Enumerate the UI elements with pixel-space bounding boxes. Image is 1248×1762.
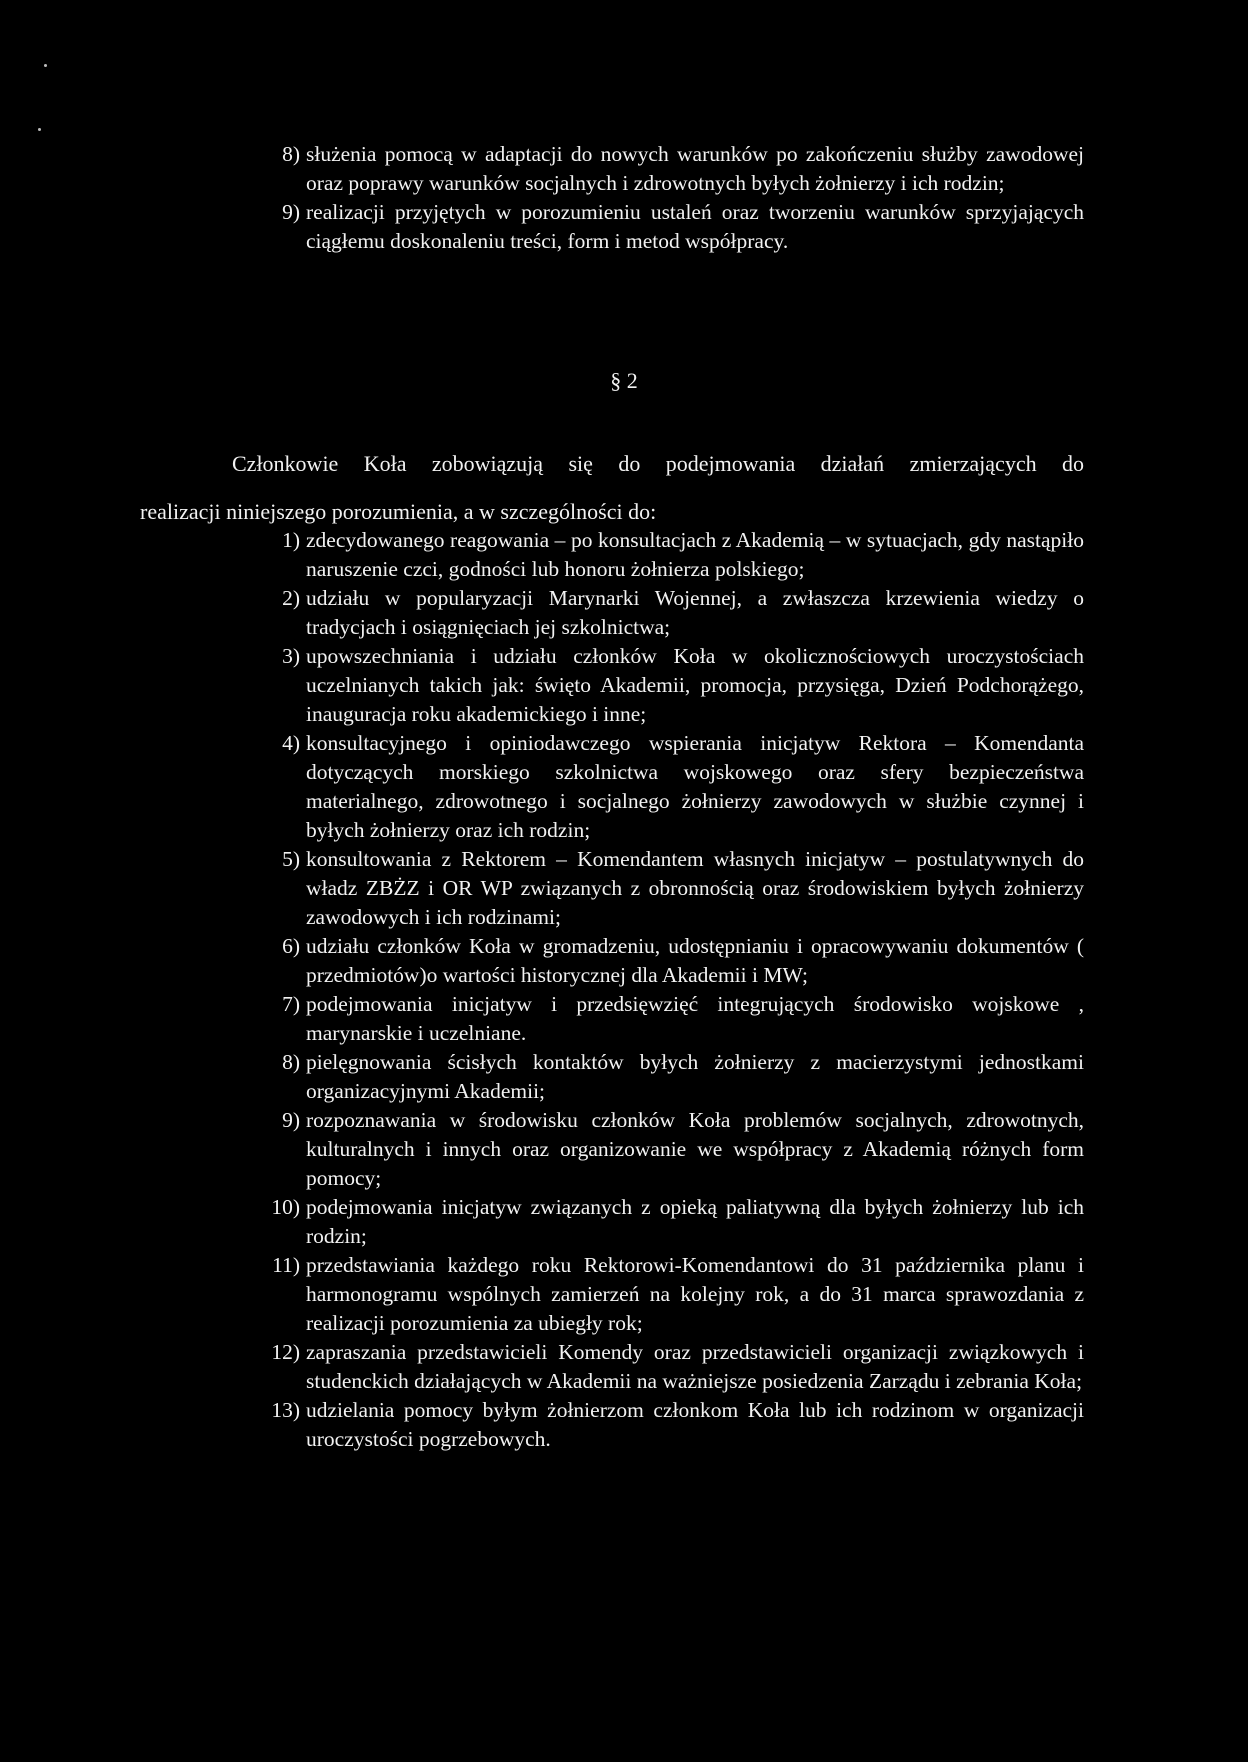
- intro-line-2: realizacji niniejszego porozumienia, a w szczególności do:: [140, 499, 657, 524]
- list-item: [262, 198, 1084, 256]
- list-item: [262, 1251, 1084, 1338]
- list-item: [262, 642, 1084, 729]
- list-item: [262, 1338, 1084, 1396]
- item-number: 10): [271, 1195, 300, 1219]
- list-item: [262, 1106, 1084, 1193]
- list-main: [262, 526, 1084, 1454]
- item-text: zdecydowanego reagowania – po konsultacjach z Akademią – w sytuacjach, gdy nastąpiło naruszenie czci, godności lub honoru żołnierza polskiego;: [306, 528, 1084, 581]
- item-number: 1): [282, 528, 300, 552]
- item-text: pielęgnowania ścisłych kontaktów byłych żołnierzy z macierzystymi jednostkami organizacyjnymi Akademii;: [306, 1050, 1084, 1103]
- item-number: 7): [282, 992, 300, 1016]
- item-number: 4): [282, 731, 300, 755]
- item-number: 6): [282, 934, 300, 958]
- scan-speck: [38, 128, 41, 131]
- item-number: 13): [271, 1398, 300, 1422]
- item-text: podejmowania inicjatyw i przedsięwzięć integrujących środowisko wojskowe , marynarskie i uczelniane.: [306, 992, 1084, 1045]
- item-number: 9): [282, 1108, 300, 1132]
- item-number: 8): [282, 142, 300, 166]
- list-item: [262, 140, 1084, 198]
- list-item: [262, 1048, 1084, 1106]
- item-text: udzielania pomocy byłym żołnierzom członkom Koła lub ich rodzinom w organizacji uroczystości pogrzebowych.: [306, 1398, 1084, 1451]
- scan-speck: [44, 64, 47, 67]
- item-number: 12): [271, 1340, 300, 1364]
- item-number: 11): [272, 1253, 300, 1277]
- list-item: [262, 1396, 1084, 1454]
- intro-line-1: Członkowie Koła zobowiązują się do podejmowania działań zmierzających do: [232, 451, 1084, 476]
- item-text: konsultowania z Rektorem – Komendantem własnych inicjatyw – postulatywnych do władz ZBŻZ i OR WP związanych z obronnością oraz środowiskiem byłych żołnierzy zawodowych i ich rodzinami;: [306, 847, 1084, 929]
- intro-paragraph: [140, 440, 1084, 536]
- list-item: [262, 584, 1084, 642]
- item-text: przedstawiania każdego roku Rektorowi-Komendantowi do 31 października planu i harmonogramu wspólnych zamierzeń na kolejny rok, a do 31 marca sprawozdania z realizacji porozumienia za ubiegły rok;: [306, 1253, 1084, 1335]
- item-number: 3): [282, 644, 300, 668]
- item-number: 2): [282, 586, 300, 610]
- item-number: 5): [282, 847, 300, 871]
- list-item: [262, 990, 1084, 1048]
- list-item: [262, 729, 1084, 845]
- list-item: [262, 845, 1084, 932]
- item-text: służenia pomocą w adaptacji do nowych warunków po zakończeniu służby zawodowej oraz poprawy warunków socjalnych i zdrowotnych byłych żołnierzy i ich rodzin;: [306, 142, 1084, 195]
- item-number: 8): [282, 1050, 300, 1074]
- item-text: udziału w popularyzacji Marynarki Wojennej, a zwłaszcza krzewienia wiedzy o tradycjach i osiągnięciach jej szkolnictwa;: [306, 586, 1084, 639]
- list-item: [262, 1193, 1084, 1251]
- list-item: [262, 526, 1084, 584]
- item-number: 9): [282, 200, 300, 224]
- item-text: rozpoznawania w środowisku członków Koła problemów socjalnych, zdrowotnych, kulturalnych i innych oraz organizowanie we współpracy z Akademią różnych form pomocy;: [306, 1108, 1084, 1190]
- list-item: [262, 932, 1084, 990]
- item-text: upowszechniania i udziału członków Koła w okolicznościowych uroczystościach uczelnianych takich jak: święto Akademii, promocja, przysięga, Dzień Podchorążego, inauguracja roku akademickiego i inne;: [306, 644, 1084, 726]
- item-text: konsultacyjnego i opiniodawczego wspierania inicjatyw Rektora – Komendanta dotyczących morskiego szkolnictwa wojskowego oraz sfery bezpieczeństwa materialnego, zdrowotnego i socjalnego żołnierzy zawodowych w służbie czynnej i byłych żołnierzy oraz ich rodzin;: [306, 731, 1084, 842]
- section-heading: § 2: [610, 368, 638, 393]
- item-text: zapraszania przedstawicieli Komendy oraz przedstawicieli organizacji związkowych i studenckich działających w Akademii na ważniejsze posiedzenia Zarządu i zebrania Koła;: [306, 1340, 1084, 1393]
- item-text: realizacji przyjętych w porozumieniu ustaleń oraz tworzeniu warunków sprzyjających ciągłemu doskonaleniu treści, form i metod współpracy.: [306, 200, 1084, 253]
- list-top: [262, 140, 1084, 256]
- item-text: udziału członków Koła w gromadzeniu, udostępnianiu i opracowywaniu dokumentów ( przedmiotów)o wartości historycznej dla Akademii i MW;: [306, 934, 1084, 987]
- item-text: podejmowania inicjatyw związanych z opieką paliatywną dla byłych żołnierzy lub ich rodzin;: [306, 1195, 1084, 1248]
